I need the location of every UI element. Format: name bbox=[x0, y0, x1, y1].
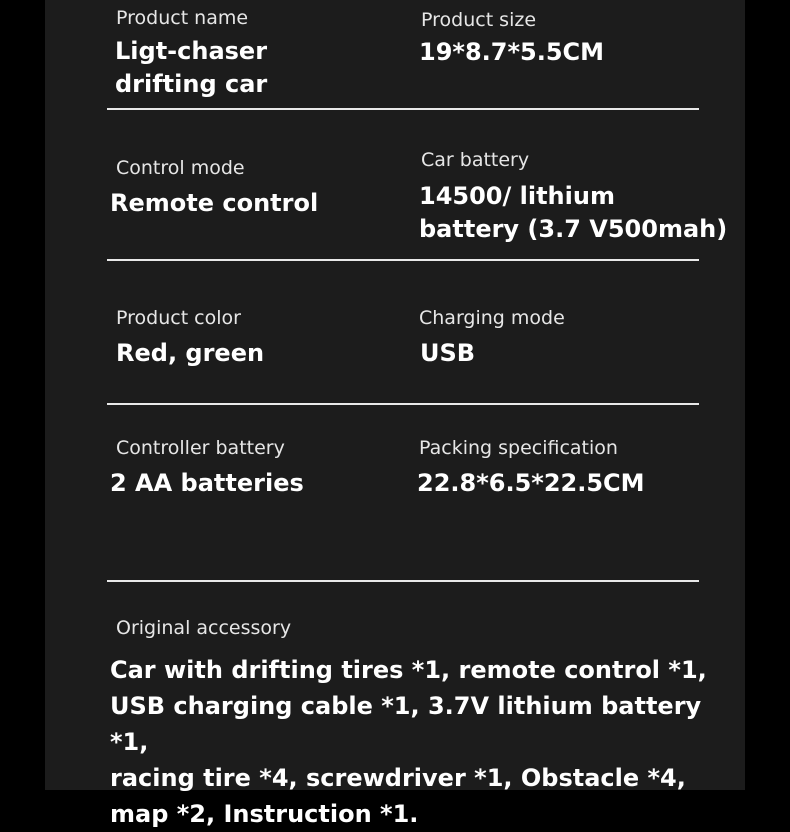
row-divider bbox=[107, 259, 699, 261]
packing-specification-label: Packing specification bbox=[419, 437, 618, 459]
product-color-value: Red, green bbox=[116, 339, 265, 367]
row-divider bbox=[107, 108, 699, 110]
product-size-value: 19*8.7*5.5CM bbox=[419, 38, 605, 66]
row-divider bbox=[107, 580, 699, 582]
row-divider bbox=[107, 403, 699, 405]
controller-battery-label: Controller battery bbox=[116, 437, 285, 459]
product-name-label: Product name bbox=[116, 7, 249, 29]
packing-specification-value: 22.8*6.5*22.5CM bbox=[417, 469, 645, 497]
original-accessory-value: Car with drifting tires *1, remote control *1, USB charging cable *1, 3.7V lithium battery *1, racing tire *4, screwdriver *1, Obstacle *4, map *2, Instruction *1. bbox=[110, 656, 707, 828]
charging-mode-value: USB bbox=[420, 339, 476, 367]
product-name-value: Ligt-chaser drifting car bbox=[115, 37, 268, 98]
controller-battery-value: 2 AA batteries bbox=[110, 469, 304, 497]
car-battery-label: Car battery bbox=[421, 149, 530, 171]
product-color-label: Product color bbox=[116, 307, 241, 329]
charging-mode-label: Charging mode bbox=[419, 307, 565, 329]
original-accessory-label: Original accessory bbox=[116, 617, 292, 639]
control-mode-label: Control mode bbox=[116, 157, 245, 179]
product-size-label: Product size bbox=[421, 9, 537, 31]
car-battery-value: 14500/ lithium battery (3.7 V500mah) bbox=[419, 182, 728, 243]
control-mode-value: Remote control bbox=[110, 189, 319, 217]
